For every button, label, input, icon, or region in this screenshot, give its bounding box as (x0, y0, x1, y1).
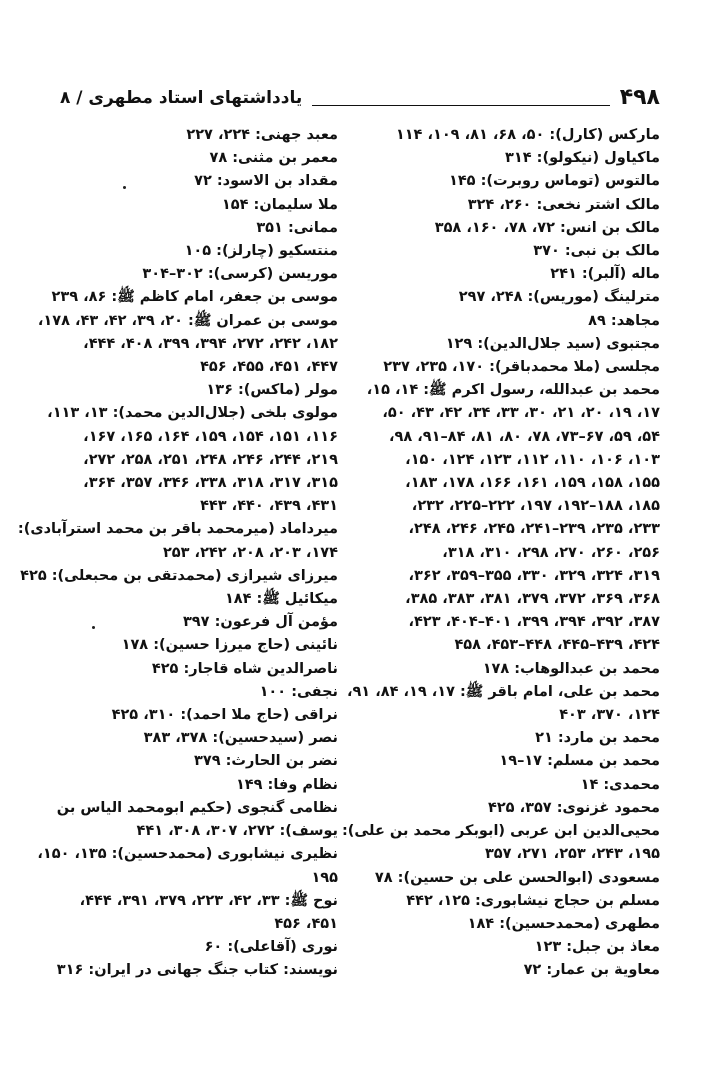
index-entry-line: مترلینگ (موریس): ۲۴۸، ۲۹۷ (458, 289, 660, 306)
index-entry-line: مالک بن نبی: ۳۷۰ (533, 243, 660, 260)
index-entry-line: محمود غزنوی: ۳۵۷، ۴۲۵ (487, 799, 660, 816)
index-entry-line: محمد بن عبدالوهاب: ۱۷۸ (482, 660, 660, 677)
index-entry-line: مجاهد: ۸۹ (588, 312, 660, 329)
index-entry-line: ۱۰۳، ۱۰۶، ۱۱۰، ۱۱۲، ۱۲۳، ۱۲۴، ۱۵۰، (405, 451, 660, 468)
index-entry-line: نظیری نیشابوری (محمدحسین): ۱۳۵، ۱۵۰، (37, 846, 338, 863)
index-entry-line: ۱۸۲، ۲۴۲، ۲۷۲، ۳۹۴، ۳۹۹، ۴۰۸، ۴۴۴، (83, 335, 338, 352)
index-entry-line: ماله (آلبر): ۲۴۱ (550, 266, 660, 283)
index-entry-line: مولر (ماکس): ۱۳۶ (206, 382, 338, 399)
index-entry-line: مطهری (محمدحسین): ۱۸۴ (467, 915, 660, 932)
index-entry-line: مسلم بن حجاج نیشابوری: ۱۲۵، ۴۴۲ (406, 892, 660, 909)
index-entry-line: ۲۵۶، ۲۶۰، ۲۷۰، ۲۹۸، ۳۱۰، ۳۱۸، (442, 544, 660, 561)
index-entry-line: ۳۶۸، ۳۶۹، ۳۷۲، ۳۷۹، ۳۸۱، ۳۸۳، ۳۸۵، (405, 591, 660, 608)
index-entry-line: یوسف): ۲۷۲، ۳۰۷، ۳۰۸، ۴۴۱ (136, 823, 338, 840)
index-entry-line: موسی بن جعفر، امام کاظم ﷺ: ۸۶، ۲۳۹ (51, 289, 338, 306)
index-entry-line: معبد جهنی: ۲۲۴، ۲۲۷ (186, 127, 338, 143)
index-entry-line: نجفی: ۱۰۰ (259, 683, 338, 700)
index-entry-line: مالک اشتر نخعی: ۲۶۰، ۳۲۴ (467, 196, 660, 213)
index-entry-line: مجلسی (ملا محمدباقر): ۱۷۰، ۲۳۵، ۲۳۷ (383, 359, 660, 376)
index-entry-line: منتسکیو (چارلز): ۱۰۵ (184, 243, 338, 260)
index-entry-line: موسی بن عمران ﷺ: ۲۰، ۳۹، ۴۲، ۴۳، ۱۷۸، (37, 312, 338, 329)
index-column-right (341, 124, 660, 983)
index-entry-line: نصر (سیدحسین): ۳۷۸، ۳۸۳ (143, 730, 338, 747)
index-entry-line: مارکس (کارل): ۵۰، ۶۸، ۸۱، ۱۰۹، ۱۱۴ (395, 127, 660, 143)
index-entry-line: معاویة بن عمار: ۷۲ (523, 962, 660, 979)
index-entry-line: ۳۸۷، ۳۹۲، ۳۹۴، ۳۹۹، ۴۰۱–۴۰۴، ۴۲۳، (408, 614, 660, 631)
index-entry-line: محیی‌الدین ابن عربی (ابوبکر محمد بن علی): (341, 823, 660, 840)
index-entry-line: ۴۲۴، ۴۳۹–۴۴۵، ۴۴۸–۴۵۳، ۴۵۸ (454, 637, 660, 654)
index-entry-line: معمر بن مثنی: ۷۸ (209, 150, 338, 167)
index-entry-line: ۱۲۴، ۳۷۰، ۴۰۳ (559, 707, 660, 724)
print-speck (92, 626, 95, 629)
index-entry-line: مجتبوی (سید جلال‌الدین): ۱۲۹ (445, 335, 660, 352)
index-entry-line: ۱۷۴، ۲۰۳، ۲۰۸، ۲۴۲، ۲۵۳ (162, 544, 338, 561)
index-entry-line: ۱۹۵، ۲۴۳، ۲۵۳، ۲۷۱، ۳۵۷ (484, 846, 660, 863)
index-entry-line: مولوی بلخی (جلال‌الدین محمد): ۱۳، ۱۱۳، (47, 405, 338, 422)
index-entry-line: موریسن (کرسی): ۳۰۲–۳۰۴ (142, 266, 338, 283)
index-entry-line: نویسند: کتاب جنگ جهانی در ایران: ۳۱۶ (56, 962, 338, 979)
index-entry-line: نائینی (حاج میرزا حسین): ۱۷۸ (121, 637, 338, 654)
page-header (60, 82, 660, 112)
page-number: ۴۹۸ (619, 85, 660, 110)
index-entry-line: ممانی: ۳۵۱ (256, 219, 338, 236)
index-entry-line: مالک بن انس: ۷۲، ۷۸، ۱۶۰، ۳۵۸ (434, 219, 660, 236)
index-entry-line: نراقی (حاج ملا احمد): ۳۱۰، ۴۲۵ (111, 707, 338, 724)
index-entry-line: محمد بن علی، امام باقر ﷺ: ۱۷، ۱۹، ۸۴، ۹۱، (346, 683, 660, 700)
index-entry-line: ملا سلیمان: ۱۵۴ (221, 196, 338, 213)
index-entry-line: نوح ﷺ: ۳۳، ۴۲، ۲۲۳، ۳۷۹، ۳۹۱، ۴۴۴، (79, 892, 338, 909)
index-entry-line: مالتوس (توماس روبرت): ۱۴۵ (448, 173, 660, 190)
index-entry-line: مسعودی (ابوالحسن علی بن حسین): ۷۸ (374, 869, 660, 886)
index-entry-line: میرداماد (میرمحمد باقر بن محمد استرآبادی): (17, 521, 338, 538)
index-entry-line: ۴۵۱، ۴۵۶ (274, 915, 338, 932)
index-entry-line: نضر بن الحارث: ۳۷۹ (194, 753, 338, 770)
header-rule (312, 105, 609, 106)
index-entry-line: میرزای شیرازی (محمدتقی بن محبعلی): ۴۲۵ (20, 567, 338, 584)
index-entry-line: ۴۴۷، ۴۵۱، ۴۵۵، ۴۵۶ (200, 359, 338, 376)
index-entry-line: ماکیاول (نیکولو): ۳۱۴ (505, 150, 660, 167)
index-entry-line: محمد بن مسلم: ۱۷–۱۹ (499, 753, 660, 770)
index-entry-line: ۱۸۵، ۱۸۸–۱۹۲، ۱۹۷، ۲۲۲–۲۲۵، ۲۳۲، (411, 498, 660, 515)
index-column-left (17, 124, 338, 983)
index-entry-line: ۱۵۵، ۱۵۸، ۱۵۹، ۱۶۱، ۱۶۶، ۱۷۸، ۱۸۳، (405, 475, 660, 492)
index-entry-line: ۳۱۹، ۳۲۴، ۳۲۹، ۳۳۰، ۳۵۵–۳۵۹، ۳۶۲، (408, 567, 660, 584)
index-entry-line: نوری (آقاعلی): ۶۰ (204, 939, 338, 956)
index-entry-line: مقداد بن الاسود: ۷۲ (194, 173, 338, 190)
index-entry-line: محمدی: ۱۴ (580, 776, 660, 793)
index-entry-line: مؤمن آل فرعون: ۳۹۷ (182, 614, 338, 631)
index-entry-line: معاذ بن جبل: ۱۲۳ (534, 939, 660, 956)
index-entry-line: ۳۱۵، ۳۱۷، ۳۱۸، ۳۳۸، ۳۴۶، ۳۵۷، ۳۶۴، (83, 475, 338, 492)
index-entry-line: محمد بن عبدالله، رسول اکرم ﷺ: ۱۴، ۱۵، (366, 382, 660, 399)
book-title: یادداشتهای استاد مطهری / ۸ (60, 88, 303, 108)
index-entry-line: نظامی گنجوی (حکیم ابومحمد الیاس بن (56, 799, 338, 816)
index-entry-line: ۱۷، ۱۹، ۲۰، ۲۱، ۳۰، ۳۳، ۳۴، ۴۲، ۴۳، ۵۰، (382, 405, 660, 422)
index-entry-line: ۴۳۱، ۴۳۹، ۴۴۰، ۴۴۳ (200, 498, 338, 515)
index-entry-line: میکائیل ﷺ: ۱۸۴ (224, 591, 338, 608)
index-entry-line: ۵۴، ۵۹، ۶۷–۷۳، ۷۸، ۸۰، ۸۱، ۸۴–۹۱، ۹۸، (389, 428, 660, 445)
index-entry-line: ۱۱۶، ۱۵۱، ۱۵۴، ۱۵۹، ۱۶۴، ۱۶۵، ۱۶۷، (83, 428, 338, 445)
index-entry-line: ۲۱۹، ۲۴۴، ۲۴۶، ۲۴۸، ۲۵۱، ۲۵۸، ۲۷۲، (83, 451, 338, 468)
print-speck (123, 186, 126, 189)
index-entry-line: ۲۳۳، ۲۳۵، ۲۳۹–۲۴۱، ۲۴۵، ۲۴۶، ۲۴۸، (408, 521, 660, 538)
index-entry-line: ناصرالدین شاه قاجار: ۴۲۵ (151, 660, 338, 677)
index-entry-line: نظام وفا: ۱۴۹ (235, 776, 338, 793)
index-entry-line: ۱۹۵ (311, 869, 338, 886)
index-entry-line: محمد بن مارد: ۲۱ (535, 730, 660, 747)
